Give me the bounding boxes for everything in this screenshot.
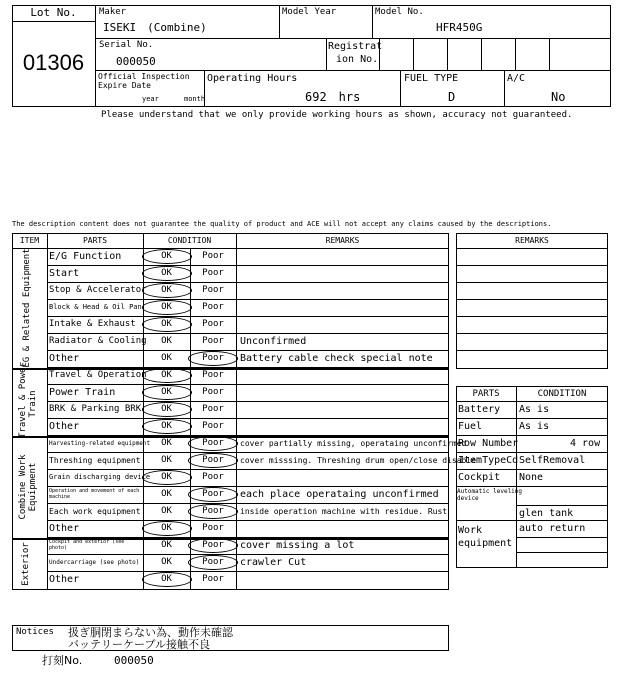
remark-text: Battery cable check special note xyxy=(240,352,433,364)
part-label: Operation and movement of each machine xyxy=(49,488,140,500)
row-divider xyxy=(47,452,449,453)
item-header: ITEM xyxy=(19,236,40,245)
poor-mark: Poor xyxy=(202,438,224,448)
ok-circle xyxy=(142,249,192,264)
ok-circle xyxy=(142,300,192,315)
inspection-label-line1: Official Inspection xyxy=(98,72,190,81)
poor-circle xyxy=(188,487,238,502)
ok-mark: OK xyxy=(161,353,172,363)
fuel-type-label: FUEL TYPE xyxy=(404,73,459,84)
registration-cell-divider-3 xyxy=(447,38,448,70)
right-remarks-row-divider xyxy=(456,333,608,334)
spec-divider-8 xyxy=(456,520,608,521)
ok-mark: OK xyxy=(161,421,172,431)
ok-mark: OK xyxy=(161,472,172,482)
cockpit-label: Cockpit xyxy=(458,472,501,483)
spec-condition-header: CONDITION xyxy=(537,389,587,399)
model-year-label: Model Year xyxy=(282,7,337,17)
hours-disclaimer: Please understand that we only provide working hours as shown, accuracy not guaranteed. xyxy=(101,110,573,120)
group-label-combine: Combine Work Equipment xyxy=(18,454,38,520)
spec-divider-6 xyxy=(456,486,608,487)
row-divider xyxy=(47,435,449,436)
ok-mark: OK xyxy=(161,506,172,516)
poor-circle xyxy=(188,555,238,570)
registration-divider-left xyxy=(326,38,327,70)
registration-cell-divider-6 xyxy=(549,38,550,70)
serial-no-value: 000050 xyxy=(116,55,156,68)
part-label: Block & Head & Oil Pan xyxy=(49,303,142,311)
poor-mark: Poor xyxy=(202,455,224,465)
poor-mark: Poor xyxy=(202,387,224,397)
poor-mark: Poor xyxy=(202,523,224,533)
ok-mark: OK xyxy=(161,387,172,397)
ok-mark: OK xyxy=(161,336,172,346)
poor-mark: Poor xyxy=(202,506,224,516)
ok-circle xyxy=(142,266,192,281)
inspection-label-line2: Expire Date xyxy=(98,81,151,90)
ok-mark: OK xyxy=(161,574,172,584)
ok-circle xyxy=(142,283,192,298)
ok-circle xyxy=(142,317,192,332)
part-label: Other xyxy=(49,573,80,585)
row-divider xyxy=(47,554,449,555)
ok-mark: OK xyxy=(161,251,172,261)
part-label: Radiator & Cooling xyxy=(49,336,147,346)
row-divider xyxy=(47,401,449,402)
registration-label-line1: Registrat xyxy=(328,41,383,52)
ok-mark: OK xyxy=(161,302,172,312)
group-label-eg: EG & Related Equipment xyxy=(22,248,32,368)
right-remarks-row-divider xyxy=(456,282,608,283)
poor-mark: Poor xyxy=(202,557,224,567)
part-label: Undercarriage (see photo) xyxy=(49,558,140,566)
spec-divider-5 xyxy=(456,469,608,470)
spec-divider-2 xyxy=(456,418,608,419)
poor-circle xyxy=(188,453,238,468)
row-divider xyxy=(47,469,449,470)
model-no-value: HFR450G xyxy=(436,21,483,34)
ok-circle xyxy=(142,572,192,587)
ok-circle xyxy=(142,470,192,485)
operating-hours-divider xyxy=(204,70,205,107)
poor-mark: Poor xyxy=(202,540,224,550)
spec-divider-9 xyxy=(516,537,608,538)
maker-label: Maker xyxy=(99,7,127,17)
poor-mark: Poor xyxy=(202,336,224,346)
ok-mark: OK xyxy=(161,285,172,295)
ok-mark: OK xyxy=(161,455,172,465)
auto-leveling-label-line1: Automatic leveling xyxy=(457,488,523,495)
poor-mark: Poor xyxy=(202,251,224,261)
item-type-label: ItemTypeCd xyxy=(458,455,519,466)
registration-cell-divider-1 xyxy=(379,38,380,70)
part-label: Intake & Exhaust xyxy=(49,319,136,329)
model-no-divider xyxy=(372,5,373,38)
row-divider xyxy=(47,384,449,385)
header-row-divider-2 xyxy=(95,70,611,71)
fuel-type-value: D xyxy=(448,90,456,104)
ok-mark: OK xyxy=(161,319,172,329)
poor-mark: Poor xyxy=(202,472,224,482)
remark-text: cover missing a lot xyxy=(240,539,355,551)
part-label: Travel & Operation xyxy=(49,370,147,380)
remark-text: Unconfirmed xyxy=(240,335,307,347)
notices-line2: バッテリーケーブル接触不良 xyxy=(68,638,211,651)
row-divider xyxy=(47,333,449,334)
row-divider xyxy=(47,316,449,317)
maker-value: ISEKI (Combine) xyxy=(103,21,207,34)
row-divider xyxy=(47,265,449,266)
condition-table-header-divider xyxy=(12,248,449,249)
row-divider xyxy=(47,503,449,504)
auto-leveling-label-line2: device xyxy=(457,495,479,502)
poor-mark: Poor xyxy=(202,489,224,499)
part-label: Grain discharging device xyxy=(49,473,151,481)
poor-circle xyxy=(188,504,238,519)
notices-line1: 扱ぎ胴閉まらない為、動作未確認 xyxy=(68,626,233,639)
fuel-type-divider xyxy=(400,70,401,107)
poor-mark: Poor xyxy=(202,268,224,278)
item-type-value: SelfRemoval xyxy=(519,455,586,466)
ok-mark: OK xyxy=(161,557,172,567)
remark-text: inside operation machine with residue. Rust xyxy=(240,506,448,516)
ok-circle xyxy=(142,385,192,400)
description-note: The description content does not guarantee the quality of product and ACE will not accept any claims caused by the descriptions. xyxy=(12,220,552,228)
ac-divider xyxy=(504,70,505,107)
row-number-value: 4 row xyxy=(570,438,601,449)
row-divider xyxy=(47,418,449,419)
right-remarks-header: REMARKS xyxy=(515,236,549,245)
registration-cell-divider-5 xyxy=(515,38,516,70)
part-label: Each work equipment xyxy=(49,506,141,516)
poor-mark: Poor xyxy=(202,353,224,363)
part-label: E/G Function xyxy=(49,250,122,262)
condition-header: CONDITION xyxy=(167,236,212,245)
row-divider xyxy=(47,282,449,283)
part-label: Threshing equipment xyxy=(49,455,141,465)
ok-mark: OK xyxy=(161,523,172,533)
registration-cell-divider-4 xyxy=(481,38,482,70)
model-no-label: Model No. xyxy=(375,7,424,17)
lot-column-divider xyxy=(95,5,96,107)
ac-value: No xyxy=(551,90,566,104)
parts-header: PARTS xyxy=(82,236,108,245)
spec-divider-7 xyxy=(516,505,608,506)
remark-text: each place operataing unconfirmed xyxy=(240,488,439,500)
part-label: Other xyxy=(49,522,80,534)
right-remarks-row-divider xyxy=(456,350,608,351)
row-divider xyxy=(47,350,449,351)
registration-label-line2: ion No. xyxy=(336,54,379,65)
poor-mark: Poor xyxy=(202,574,224,584)
spec-divider-10 xyxy=(516,552,608,553)
row-divider xyxy=(47,486,449,487)
remark-text: cover partially missing, operataing unconfirmed xyxy=(240,438,467,448)
part-label: Other xyxy=(49,352,80,364)
operating-hours-label: Operating Hours xyxy=(207,73,298,84)
poor-mark: Poor xyxy=(202,421,224,431)
group-label-exterior: Exterior xyxy=(21,542,31,586)
poor-mark: Poor xyxy=(202,302,224,312)
poor-circle xyxy=(188,538,238,553)
spec-column-divider xyxy=(516,386,517,568)
row-divider xyxy=(47,520,449,521)
stamp-label: 打刻No. xyxy=(42,654,83,667)
group-label-travel: Travel & Power Train xyxy=(18,362,38,438)
part-label: Cockpit and exterior (see photo) xyxy=(49,539,125,551)
ok-mark: OK xyxy=(161,540,172,550)
part-label: Stop & Accelerator xyxy=(49,285,147,295)
poor-mark: Poor xyxy=(202,404,224,414)
model-year-divider xyxy=(279,5,280,38)
row-divider xyxy=(47,571,449,572)
work-equipment-label-line2: equipment xyxy=(458,538,513,549)
spec-divider-4 xyxy=(456,452,608,453)
right-remarks-row-divider xyxy=(456,265,608,266)
spec-parts-header: PARTS xyxy=(472,389,500,399)
remark-text: cover misssing. Threshing drum open/close disable xyxy=(240,455,477,465)
row-number-label: Row Number xyxy=(458,438,519,449)
row-divider xyxy=(47,537,449,538)
poor-circle xyxy=(188,436,238,451)
row-divider xyxy=(47,299,449,300)
part-label: Harvesting-related equipment xyxy=(49,439,151,447)
auto-return-value: auto return xyxy=(519,523,586,534)
right-remarks-box xyxy=(456,233,608,369)
poor-mark: Poor xyxy=(202,319,224,329)
remarks-header: REMARKS xyxy=(325,236,360,245)
header-row-divider-1 xyxy=(95,38,611,39)
remark-text: crawler Cut xyxy=(240,556,307,568)
lot-no-value: 01306 xyxy=(22,50,85,75)
part-label: Start xyxy=(49,267,80,279)
ok-circle xyxy=(142,521,192,536)
row-divider xyxy=(47,367,449,368)
right-remarks-row-divider xyxy=(456,316,608,317)
notices-label: Notices xyxy=(16,627,54,637)
stamp-value: 000050 xyxy=(114,654,154,667)
fuel-label: Fuel xyxy=(458,421,483,432)
fuel-value: As is xyxy=(519,421,550,432)
ok-circle xyxy=(142,419,192,434)
spec-divider-1 xyxy=(456,401,608,402)
work-equipment-label-line1: Work xyxy=(458,525,483,536)
poor-mark: Poor xyxy=(202,370,224,380)
operating-hours-value: 692 hrs xyxy=(305,90,361,104)
ok-mark: OK xyxy=(161,404,172,414)
battery-value: As is xyxy=(519,404,550,415)
serial-no-label: Serial No. xyxy=(99,40,154,50)
ok-mark: OK xyxy=(161,489,172,499)
ok-mark: OK xyxy=(161,438,172,448)
right-remarks-row-divider xyxy=(456,299,608,300)
cockpit-value: None xyxy=(519,472,544,483)
lot-no-label: Lot No. xyxy=(30,6,77,19)
spec-divider-3 xyxy=(456,435,608,436)
inspection-month-label: month xyxy=(184,95,206,103)
glen-tank-value: glen tank xyxy=(519,508,574,519)
ok-mark: OK xyxy=(161,268,172,278)
ok-circle xyxy=(142,368,192,383)
poor-mark: Poor xyxy=(202,285,224,295)
battery-label: Battery xyxy=(458,404,501,415)
part-label: Other xyxy=(49,420,80,432)
ok-mark: OK xyxy=(161,370,172,380)
right-remarks-row-divider xyxy=(456,248,608,249)
ac-label: A/C xyxy=(507,73,526,84)
registration-cell-divider-2 xyxy=(413,38,414,70)
ok-circle xyxy=(142,402,192,417)
part-label: BRK & Parking BRK xyxy=(49,404,142,414)
inspection-year-label: year xyxy=(142,95,159,103)
part-label: Power Train xyxy=(49,386,116,398)
lot-label-divider xyxy=(12,21,95,22)
poor-circle xyxy=(188,351,238,366)
